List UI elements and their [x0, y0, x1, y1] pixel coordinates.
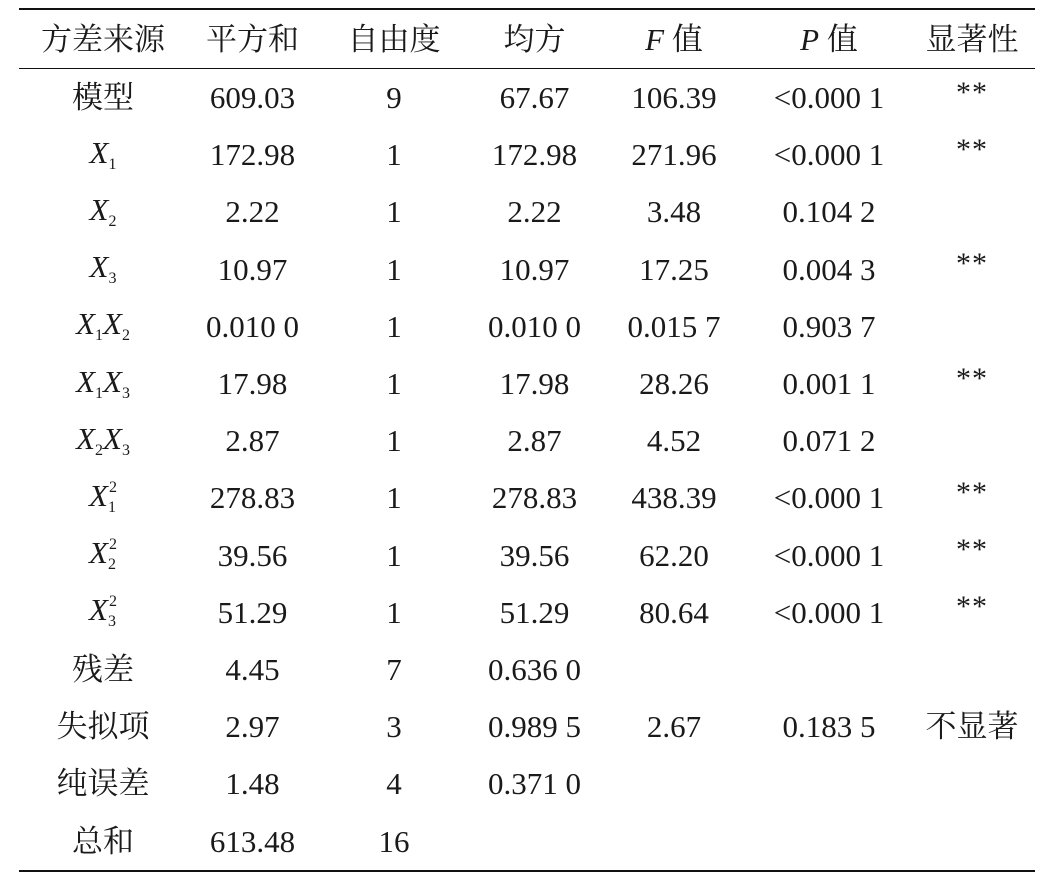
cell-mean-square [470, 308, 599, 344]
cell-p-value [749, 709, 909, 745]
header-sum-of-squares [187, 21, 318, 57]
cell-df [318, 766, 470, 802]
cell-df [318, 423, 470, 459]
header-f-text: 值 [671, 21, 703, 57]
cell-f-value-text: 0.015 7 [627, 308, 721, 344]
cell-p-value-text: <0.000 1 [773, 137, 885, 173]
source-label [76, 420, 130, 459]
source-text: 纯误差 [56, 766, 150, 802]
cell-significance [909, 475, 1035, 514]
cell-df [318, 823, 470, 859]
cell-sum-of-squares [187, 766, 318, 802]
cell-df-text: 1 [386, 251, 402, 287]
cell-df-text: 1 [386, 137, 402, 173]
cell-df-text: 7 [386, 651, 402, 687]
header-f-value [599, 21, 749, 57]
cell-p-value [749, 251, 909, 287]
cell-f-value [599, 537, 749, 573]
cell-p-value-text: 0.071 2 [782, 423, 876, 459]
cell-f-value [599, 194, 749, 230]
cell-df-text: 1 [386, 537, 402, 573]
cell-mean-square [470, 537, 599, 573]
cell-source [19, 709, 187, 745]
cell-p-value-text: 0.104 2 [782, 194, 876, 230]
cell-p-value-text: <0.000 1 [773, 594, 885, 630]
cell-significance [909, 361, 1035, 400]
source-subscript: 3 [107, 613, 116, 631]
cell-sum-of-squares-text: 2.22 [225, 194, 280, 230]
header-source [19, 21, 187, 57]
cell-sum-of-squares-text: 609.03 [209, 80, 296, 116]
cell-f-value [599, 308, 749, 344]
cell-f-value [599, 137, 749, 173]
cell-sum-of-squares-text: 17.98 [217, 366, 288, 402]
table-row [19, 584, 1035, 641]
cell-sum-of-squares-text: 4.45 [225, 651, 280, 687]
source-label [56, 766, 150, 802]
table-row [19, 69, 1035, 126]
cell-p-value [749, 194, 909, 230]
cell-sum-of-squares [187, 537, 318, 573]
source-variable: X [89, 134, 109, 170]
cell-p-value-text: 0.183 5 [782, 709, 876, 745]
source-label [89, 134, 117, 173]
cell-mean-square-text: 2.22 [507, 194, 562, 230]
source-text: 总和 [72, 823, 134, 859]
header-f-symbol: F [645, 21, 665, 57]
source-label [72, 823, 134, 859]
header-sig-text: 显著性 [925, 21, 1019, 57]
cell-sum-of-squares [187, 366, 318, 402]
cell-source [19, 308, 187, 344]
source-variable: X [89, 249, 109, 285]
cell-sum-of-squares-text: 51.29 [217, 594, 288, 630]
cell-df-text: 9 [386, 80, 402, 116]
cell-p-value [749, 537, 909, 573]
source-subscript: 2 [121, 327, 130, 345]
cell-sum-of-squares [187, 80, 318, 116]
cell-sum-of-squares-text: 0.010 0 [206, 308, 299, 344]
cell-p-value [749, 480, 909, 516]
cell-significance-text: ** [956, 247, 988, 281]
header-df-text: 自由度 [347, 21, 441, 57]
cell-mean-square-text: 10.97 [499, 251, 570, 287]
source-subscript: 3 [108, 270, 117, 288]
cell-p-value-text: 0.903 7 [782, 308, 876, 344]
cell-significance [909, 132, 1035, 171]
cell-f-value [599, 251, 749, 287]
table-row [19, 755, 1035, 812]
cell-p-value-text: <0.000 1 [773, 80, 885, 116]
header-significance [909, 21, 1035, 57]
cell-source [19, 134, 187, 173]
cell-f-value-text: 2.67 [646, 709, 702, 745]
cell-mean-square [470, 766, 599, 802]
cell-source [19, 594, 187, 630]
cell-mean-square-text: 17.98 [499, 366, 570, 402]
cell-f-value-text: 438.39 [631, 480, 717, 516]
cell-p-value [749, 137, 909, 173]
cell-source [19, 537, 187, 573]
cell-mean-square [470, 423, 599, 459]
header-p-value [749, 21, 909, 57]
cell-p-value-text: <0.000 1 [773, 537, 885, 573]
cell-f-value [599, 80, 749, 116]
cell-df-text: 1 [386, 594, 402, 630]
cell-source [19, 251, 187, 287]
cell-source [19, 420, 187, 459]
header-degrees-of-freedom [318, 21, 470, 57]
table-row [19, 241, 1035, 298]
cell-mean-square-text: 51.29 [499, 594, 570, 630]
header-p-text: 值 [826, 21, 858, 57]
source-variable: X [103, 363, 122, 399]
cell-sum-of-squares [187, 194, 318, 230]
source-text: 模型 [72, 80, 134, 116]
cell-df [318, 194, 470, 230]
cell-mean-square [470, 366, 599, 402]
cell-p-value [749, 308, 909, 344]
cell-significance-text: ** [956, 590, 988, 624]
source-subscript: 2 [108, 212, 117, 230]
cell-mean-square-text: 0.010 0 [488, 308, 581, 344]
table-row [19, 527, 1035, 584]
source-subscript: 1 [108, 155, 117, 173]
source-subscript: 2 [107, 556, 116, 574]
cell-f-value-text: 62.20 [639, 537, 709, 573]
source-variable: X [76, 363, 95, 399]
cell-sum-of-squares-text: 172.98 [209, 137, 296, 173]
cell-mean-square [470, 651, 599, 687]
cell-sum-of-squares-text: 2.97 [225, 709, 280, 745]
cell-significance [909, 247, 1035, 285]
table-row [19, 641, 1035, 698]
cell-p-value-text: <0.000 1 [773, 480, 885, 516]
cell-sum-of-squares [187, 823, 318, 859]
source-variable: X [76, 420, 95, 456]
cell-df [318, 308, 470, 344]
source-variable: X [103, 420, 122, 456]
source-subscript: 1 [95, 327, 103, 345]
table-row [19, 183, 1035, 240]
cell-mean-square-text: 39.56 [499, 537, 570, 573]
table-row [19, 698, 1035, 755]
table-row [19, 126, 1035, 183]
cell-f-value [599, 594, 749, 630]
cell-mean-square [470, 80, 599, 116]
table-header-row [19, 10, 1035, 69]
source-superscript: 2 [108, 478, 117, 496]
cell-f-value-text: 4.52 [646, 423, 702, 459]
header-ss-text: 平方和 [206, 21, 299, 57]
cell-f-value-text: 3.48 [646, 194, 702, 230]
cell-f-value [599, 366, 749, 402]
cell-mean-square-text: 0.636 0 [488, 651, 581, 687]
cell-significance [909, 709, 1035, 745]
source-superscript: 2 [108, 593, 117, 611]
cell-df-text: 16 [378, 823, 410, 859]
header-source-text: 方差来源 [41, 21, 165, 57]
cell-f-value-text: 17.25 [639, 251, 709, 287]
source-label [89, 537, 117, 573]
cell-df [318, 366, 470, 402]
cell-mean-square [470, 480, 599, 516]
cell-f-value-text: 80.64 [639, 594, 709, 630]
cell-mean-square-text: 278.83 [491, 480, 578, 516]
source-variable: X [89, 477, 108, 513]
cell-mean-square-text: 2.87 [507, 423, 562, 459]
source-variable: X [89, 592, 108, 628]
source-subscript: 2 [95, 441, 103, 459]
table-row [19, 412, 1035, 469]
cell-df-text: 3 [386, 709, 402, 745]
cell-sum-of-squares [187, 251, 318, 287]
cell-significance [909, 75, 1035, 114]
cell-p-value [749, 366, 909, 402]
cell-sum-of-squares [187, 651, 318, 687]
cell-df [318, 137, 470, 173]
cell-df-text: 4 [386, 766, 402, 802]
cell-source [19, 651, 187, 687]
source-variable: X [76, 306, 95, 342]
table-row [19, 355, 1035, 412]
cell-sum-of-squares-text: 39.56 [217, 537, 288, 573]
cell-sum-of-squares-text: 2.87 [225, 423, 280, 459]
cell-df [318, 594, 470, 630]
cell-mean-square-text: 67.67 [499, 80, 570, 116]
source-variable: X [89, 535, 108, 571]
source-label [89, 594, 117, 630]
cell-sum-of-squares-text: 278.83 [209, 480, 296, 516]
cell-sum-of-squares [187, 480, 318, 516]
cell-f-value-text: 106.39 [631, 80, 717, 116]
cell-source [19, 823, 187, 859]
table-row [19, 469, 1035, 526]
cell-significance-text: ** [956, 475, 988, 509]
source-variable: X [89, 191, 109, 227]
source-subscript: 1 [107, 498, 116, 516]
cell-f-value [599, 480, 749, 516]
cell-source [19, 766, 187, 802]
cell-f-value [599, 709, 749, 745]
cell-df-text: 1 [386, 194, 402, 230]
cell-mean-square [470, 137, 599, 173]
header-p-symbol: P [800, 21, 820, 57]
cell-mean-square [470, 594, 599, 630]
cell-sum-of-squares-text: 613.48 [209, 823, 296, 859]
cell-source [19, 80, 187, 116]
source-label [56, 709, 150, 745]
cell-significance [909, 590, 1035, 628]
source-label [72, 80, 134, 116]
source-subscript: 3 [121, 384, 130, 402]
cell-mean-square-text: 0.989 5 [488, 709, 581, 745]
anova-table [19, 8, 1035, 872]
cell-p-value [749, 423, 909, 459]
cell-p-value-text: 0.004 3 [782, 251, 876, 287]
cell-df [318, 709, 470, 745]
cell-p-value [749, 594, 909, 630]
cell-p-value-text: 0.001 1 [782, 366, 876, 402]
cell-df [318, 651, 470, 687]
source-label [90, 251, 117, 287]
cell-significance-text: ** [956, 132, 988, 166]
cell-significance-text: 不显著 [925, 709, 1019, 745]
cell-df-text: 1 [386, 423, 402, 459]
cell-sum-of-squares [187, 594, 318, 630]
source-label [89, 477, 117, 516]
cell-df [318, 251, 470, 287]
source-text: 失拟项 [56, 709, 150, 745]
table-body [19, 69, 1035, 870]
cell-f-value-text: 28.26 [639, 366, 709, 402]
cell-sum-of-squares [187, 137, 318, 173]
source-variable: X [103, 306, 122, 342]
source-superscript: 2 [108, 536, 117, 554]
cell-df-text: 1 [386, 480, 402, 516]
cell-sum-of-squares-text: 10.97 [217, 251, 288, 287]
cell-df [318, 537, 470, 573]
cell-mean-square [470, 709, 599, 745]
cell-mean-square-text: 0.371 0 [488, 766, 581, 802]
cell-sum-of-squares [187, 423, 318, 459]
source-label [72, 651, 134, 687]
cell-significance [909, 533, 1035, 571]
table-row [19, 812, 1035, 869]
cell-mean-square [470, 251, 599, 287]
cell-f-value-text: 271.96 [631, 137, 717, 173]
cell-mean-square-text: 172.98 [491, 137, 578, 173]
cell-df-text: 1 [386, 308, 402, 344]
source-text: 残差 [72, 651, 134, 687]
cell-significance-text: ** [956, 361, 988, 395]
cell-sum-of-squares [187, 709, 318, 745]
cell-source [19, 363, 187, 402]
cell-source [19, 191, 187, 230]
cell-significance-text: ** [956, 533, 988, 567]
cell-mean-square [470, 194, 599, 230]
source-subscript: 1 [95, 384, 103, 402]
header-ms-text: 均方 [503, 21, 566, 57]
cell-p-value [749, 80, 909, 116]
cell-sum-of-squares [187, 308, 318, 344]
source-label [89, 191, 117, 230]
cell-df-text: 1 [386, 366, 402, 402]
cell-source [19, 477, 187, 516]
source-label [76, 308, 130, 344]
cell-df [318, 480, 470, 516]
cell-significance-text: ** [956, 75, 988, 109]
source-subscript: 3 [121, 441, 130, 459]
source-label [76, 363, 130, 402]
table-row [19, 298, 1035, 355]
cell-f-value [599, 423, 749, 459]
cell-sum-of-squares-text: 1.48 [225, 766, 280, 802]
cell-df [318, 80, 470, 116]
header-mean-square [470, 21, 599, 57]
